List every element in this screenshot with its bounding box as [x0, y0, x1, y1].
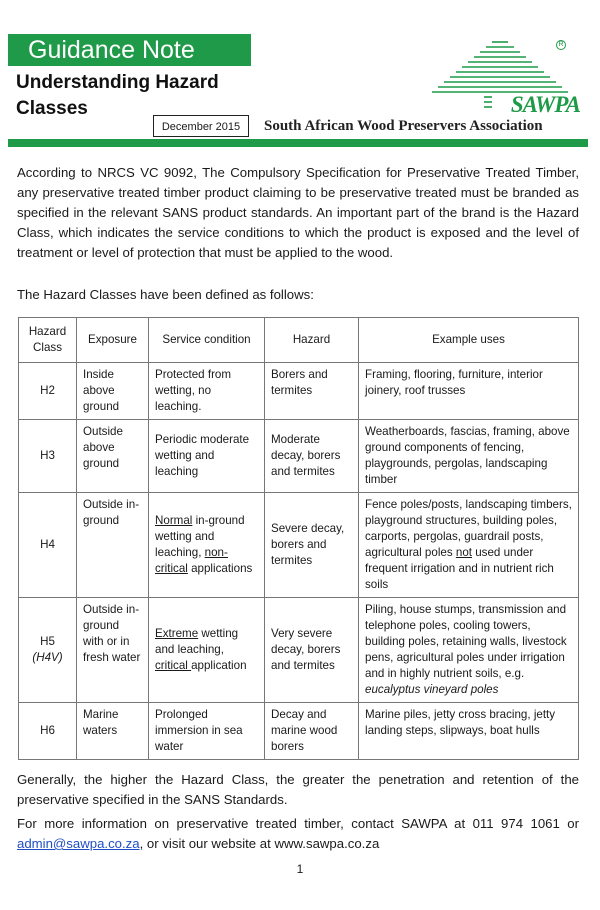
- service-condition-text: Normal: [155, 514, 193, 527]
- sawpa-logo: [420, 36, 580, 120]
- example-uses-cell: [359, 493, 579, 598]
- service-condition-text: critical: [155, 659, 192, 672]
- intro-paragraph: According to NRCS VC 9092, The Compulsory Specification for Preservative Treated Timber, any preservative treated timber product claiming to be preservative treated must be branded as specified in the relevant SANS product standards. An important part of the brand is the Hazard Class, which indicates the service conditions to which the product is exposed and the level of treatment or level of protection that must be applied to the wood.: [17, 165, 579, 260]
- service-condition-text: Extreme: [155, 627, 199, 640]
- exposure-cell: Inside above ground: [77, 363, 149, 420]
- hazard-class-cell: [19, 363, 77, 420]
- example-uses-text: Weatherboards, fascias, framing, above ground components of fencing, playgrounds, pergolas, landscaping timber: [365, 425, 570, 486]
- email-link[interactable]: admin@sawpa.co.za: [17, 836, 140, 851]
- header-hazard-class: Hazard Class: [19, 318, 77, 363]
- contact-paragraph: [17, 814, 579, 854]
- service-condition-cell: [149, 363, 265, 420]
- association-name: South African Wood Preservers Association: [264, 118, 543, 134]
- header-divider: [8, 139, 588, 147]
- hazard-cell: Moderate decay, borers and termites: [265, 420, 359, 493]
- example-uses-text: Piling, house stumps, transmission and telephone poles, cooling towers, building poles, retaining walls, livestock pens, agricultural poles under irrigation and in highly nutrient soils, e.g.: [365, 603, 567, 680]
- hazard-class-cell: [19, 598, 77, 703]
- hazard-class-cell: [19, 493, 77, 598]
- example-uses-text: Marine piles, jetty cross bracing, jetty landing steps, slipways, boat hulls: [365, 708, 556, 737]
- table-row: [19, 363, 579, 420]
- hazard-cell: Borers and termites: [265, 363, 359, 420]
- hazard-class-cell: [19, 420, 77, 493]
- header-exposure: Exposure: [77, 318, 149, 363]
- hazard-cell: Severe decay, borers and termites: [265, 493, 359, 598]
- table-row: [19, 420, 579, 493]
- hazard-class-alt-code: (H4V): [32, 651, 63, 664]
- logo-wordmark: SAWPA: [510, 92, 580, 117]
- service-condition-cell: [149, 703, 265, 760]
- hazard-class-cell: [19, 703, 77, 760]
- hazard-cell: Very severe decay, borers and termites: [265, 598, 359, 703]
- hazard-class-code: H4: [40, 538, 55, 551]
- example-uses-text: eucalyptus vineyard poles: [365, 683, 499, 696]
- example-uses-text: Fence poles/posts, landscaping timbers, playground structures, building poles, carports, pergolas, guardrail posts, agricultural poles: [365, 498, 572, 559]
- page-number: 1: [296, 862, 304, 876]
- example-uses-text: used under frequent irrigation and in nutrient rich soils: [365, 546, 554, 591]
- table-row: [19, 703, 579, 760]
- example-uses-cell: [359, 703, 579, 760]
- example-uses-text: not: [455, 546, 472, 559]
- document-title: Understanding Hazard Classes: [16, 72, 219, 119]
- service-condition-text: Protected from wetting, no leaching.: [155, 368, 232, 413]
- table-row: [19, 493, 579, 598]
- header-example-uses: Example uses: [359, 318, 579, 363]
- example-uses-text: Framing, flooring, furniture, interior joinery, roof trusses: [365, 368, 543, 397]
- hazard-cell: Decay and marine wood borers: [265, 703, 359, 760]
- contact-text: For more information on preservative treated timber, contact SAWPA at 011 974 1061 or: [17, 816, 579, 831]
- service-condition-text: application: [191, 659, 247, 672]
- hazard-class-code: H6: [40, 724, 55, 737]
- hazard-class-code: H3: [40, 449, 55, 462]
- guidance-note-banner: Guidance Note: [8, 34, 251, 66]
- service-condition-text: in-ground wetting and leaching,: [155, 514, 245, 559]
- header-hazard: Hazard: [265, 318, 359, 363]
- exposure-cell: Outside above ground: [77, 420, 149, 493]
- service-condition-text: wetting and leaching,: [155, 627, 239, 656]
- service-condition-text: applications: [187, 562, 253, 575]
- service-condition-text: Periodic moderate wetting and leaching: [155, 433, 250, 478]
- date-box: December 2015: [153, 115, 249, 137]
- example-uses-cell: [359, 363, 579, 420]
- service-condition-cell: [149, 420, 265, 493]
- table-row: [19, 598, 579, 703]
- example-uses-cell: [359, 598, 579, 703]
- service-condition-text: Prolonged immersion in sea water: [155, 708, 243, 753]
- closing-paragraph: Generally, the higher the Hazard Class, the greater the penetration and retention of the preservative specified in the SANS Standards.: [17, 772, 579, 807]
- header-service-condition: Service condition: [149, 318, 265, 363]
- registered-mark: R: [556, 40, 566, 50]
- contact-text-website: , or visit our website at www.sawpa.co.za: [139, 836, 380, 851]
- service-condition-text: non-critical: [155, 546, 228, 575]
- service-condition-cell: [149, 493, 265, 598]
- example-uses-cell: [359, 420, 579, 493]
- service-condition-cell: [149, 598, 265, 703]
- exposure-cell: Outside in-ground: [77, 493, 149, 598]
- exposure-cell: Marine waters: [77, 703, 149, 760]
- hazard-class-table: [18, 317, 579, 760]
- exposure-cell: Outside in-ground with or in fresh water: [77, 598, 149, 703]
- table-lead-text: The Hazard Classes have been defined as follows:: [17, 287, 314, 302]
- hazard-class-code: H5: [40, 635, 55, 648]
- table-header-row: [19, 318, 579, 363]
- hazard-class-code: H2: [40, 384, 55, 397]
